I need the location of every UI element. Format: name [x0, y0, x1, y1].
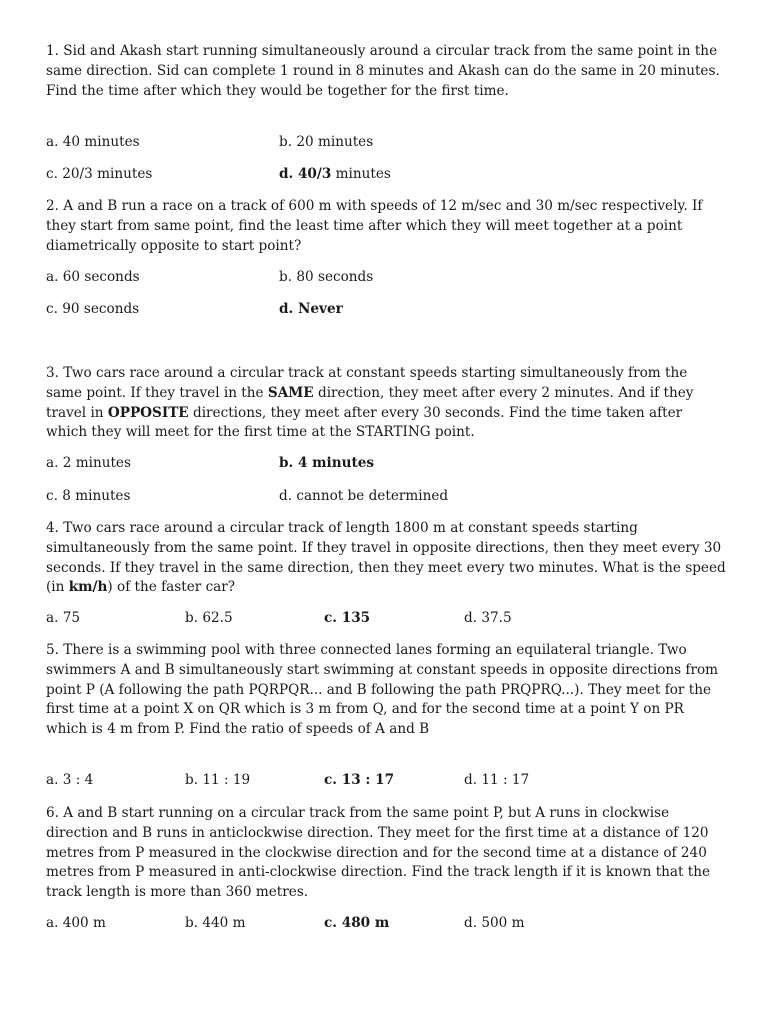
question-4-option-b: b. 62.5	[185, 610, 233, 626]
question-1-option-c: c. 20/3 minutes	[46, 166, 153, 182]
question-4-text-a: 4. Two cars race around a circular track of length 1800 m at constant speeds starting simultaneously from the same point. If they travel in opposite directions, then they meet every 30 seconds. If they travel in the same direction, then they meet every two minutes. What is the speed (in	[46, 520, 726, 596]
question-3-text	[46, 364, 726, 443]
question-6-options	[46, 915, 726, 935]
question-5-options	[46, 772, 726, 792]
question-3-option-c: c. 8 minutes	[46, 488, 131, 504]
question-4-options	[46, 610, 726, 630]
question-2-options-row2	[46, 301, 726, 321]
question-1-option-a: a. 40 minutes	[46, 134, 140, 150]
question-4-text-c: ) of the faster car?	[107, 579, 236, 596]
question-4-option-d: d. 37.5	[464, 610, 512, 626]
question-4-option-a: a. 75	[46, 610, 81, 626]
question-2-option-a: a. 60 seconds	[46, 269, 140, 285]
question-1-option-d-bold: d. 40/3	[279, 166, 332, 182]
question-6-option-a: a. 400 m	[46, 915, 106, 931]
question-1-text: 1. Sid and Akash start running simultaneously around a circular track from the same point in the same direction. Sid can complete 1 round in 8 minutes and Akash can do the same in 20 minutes. Find the time after which they would be together for the first time.	[46, 43, 720, 99]
question-1-options	[46, 134, 726, 154]
question-5-option-a: a. 3 : 4	[46, 772, 94, 788]
question-3-option-b: b. 4 minutes	[279, 455, 375, 471]
question-5-option-d: d. 11 : 17	[464, 772, 530, 788]
question-4-option-c: c. 135	[324, 610, 371, 626]
question-3-text-same: SAME	[267, 384, 314, 401]
question-1-option-d	[279, 166, 391, 182]
question-6-text: 6. A and B start running on a circular track from the same point P, but A runs in clockwise direction and B runs in anticlockwise direction. They meet for the first time at a distance of 120 metres from P measured in the clockwise direction and for the second time at a distance of 240 metres from P measured in anti-clockwise direction. Find the track length if it is known that the track length is more than 360 metres.	[46, 805, 711, 901]
question-3-text-opposite: OPPOSITE	[107, 404, 189, 421]
question-2-option-c: c. 90 seconds	[46, 301, 140, 317]
question-6-option-d: d. 500 m	[464, 915, 525, 931]
question-6-option-c: c. 480 m	[324, 915, 390, 931]
question-2-option-d: d. Never	[279, 301, 343, 317]
question-5-option-c: c. 13 : 17	[324, 772, 395, 788]
question-3-text-e: directions, they meet after every 30 seconds. Find the time taken after which they will meet for the first time at the STARTING point.	[46, 404, 683, 441]
question-3-option-a: a. 2 minutes	[46, 455, 131, 471]
question-2-option-b: b. 80 seconds	[279, 269, 374, 285]
question-1-option-d-rest: minutes	[331, 166, 391, 182]
question-1-option-b: b. 20 minutes	[279, 134, 374, 150]
question-5-option-b: b. 11 : 19	[185, 772, 251, 788]
question-2-text: 2. A and B run a race on a track of 600 m with speeds of 12 m/sec and 30 m/sec respectively. If they start from same point, find the least time after which they will meet together at a point diametrically opposite to start point?	[46, 198, 703, 254]
question-3-text-a: 3. Two cars race around a circular track at constant speeds starting simultaneously from the same point. If they travel in the	[46, 365, 688, 401]
question-4-text-kmh: km/h	[68, 579, 108, 596]
question-4-text	[46, 519, 726, 598]
question-1-options-row2	[46, 166, 726, 186]
question-3-options	[46, 455, 726, 475]
question-5-text: 5. There is a swimming pool with three connected lanes forming an equilateral triangle. Two swimmers A and B simultaneously start swimming at constant speeds in opposite directions from point P (A following the path PQRPQR... and B following the path PRQPRQ...). They meet for the first time at a point X on QR which is 3 m from Q, and for the second time at a point Y on PR which is 4 m from P. Find the ratio of speeds of A and B	[46, 642, 719, 738]
question-2-options	[46, 269, 726, 289]
question-3-text-c: direction, they meet after every 2 minutes. And if they travel in	[46, 384, 694, 421]
question-6-option-b: b. 440 m	[185, 915, 246, 931]
question-3-option-d: d. cannot be determined	[279, 488, 449, 504]
question-3-options-row2	[46, 488, 726, 508]
